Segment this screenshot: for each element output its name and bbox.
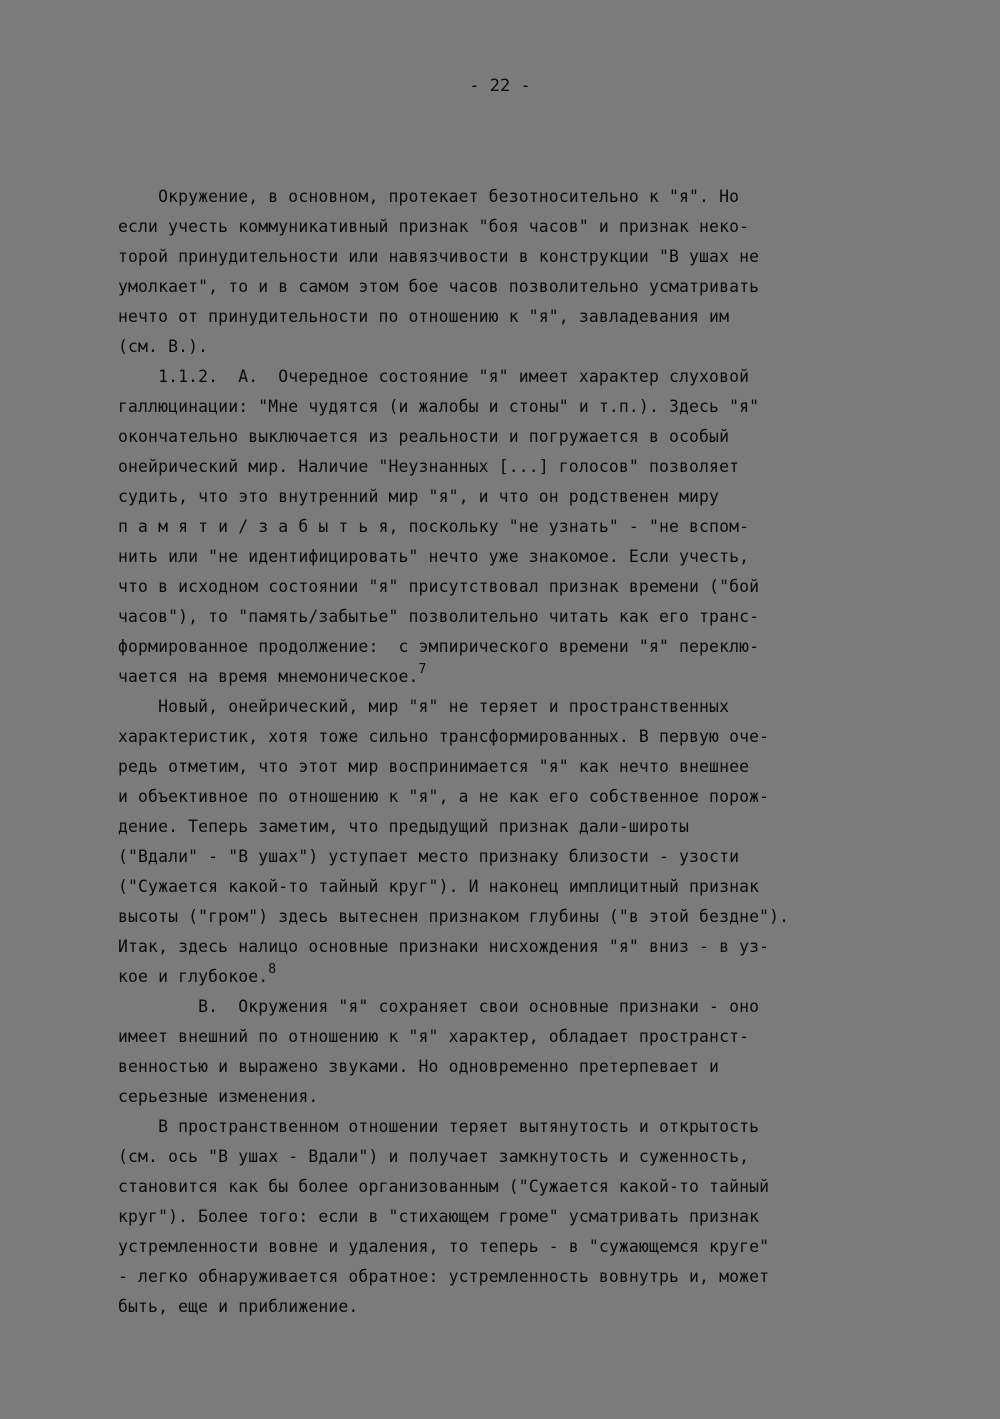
text-line: редь отметим, что этот мир воспринимается "я" как нечто внешнее	[118, 757, 750, 776]
text-line-with-footnote	[118, 662, 908, 692]
text-line: быть, еще и приближение.	[118, 1297, 359, 1316]
text-line: п а м я т и / з а б ы т ь я, поскольку "не узнать" - "не вспом-	[118, 517, 750, 536]
line-text: кое и глубокое.	[118, 967, 269, 986]
text-line: высоты ("гром") здесь вытеснен признаком глубины ("в этой бездне").	[118, 907, 790, 926]
text-line: дение. Теперь заметим, что предыдущий признак дали-широты	[118, 817, 690, 836]
text-line: характеристик, хотя тоже сильно трансформированных. В первую оче-	[118, 727, 770, 746]
text-line: Окружение, в основном, протекает безотносительно к "я". Но	[118, 187, 740, 206]
text-line: судить, что это внутренний мир "я", и что он родственен миру	[118, 487, 720, 506]
text-line: умолкает", то и в самом этом бое часов позволительно усматривать	[118, 277, 760, 296]
text-line: торой принудительности или навязчивости в конструкции "В ушах не	[118, 247, 760, 266]
text-line: формированное продолжение: с эмпирического времени "я" переклю-	[118, 637, 760, 656]
text-line: венностью и выражено звуками. Но одновременно претерпевает и	[118, 1057, 720, 1076]
text-line: серьезные изменения.	[118, 1087, 319, 1106]
text-line: нить или "не идентифицировать" нечто уже знакомое. Если учесть,	[118, 547, 750, 566]
section-heading-line: 1.1.2. А. Очередное состояние "я" имеет характер слуховой	[118, 367, 750, 386]
text-line: ("Сужается какой-то тайный круг"). И наконец имплицитный признак	[118, 877, 760, 896]
text-line: круг"). Более того: если в "стихающем громе" усматривать признак	[118, 1207, 760, 1226]
text-line: галлюцинации: "Мне чудятся (и жалобы и стоны" и т.п.). Здесь "я"	[118, 397, 760, 416]
line-text: чается на время мнемоническое.	[118, 667, 419, 686]
text-line: В пространственном отношении теряет вытянутость и открытость	[118, 1117, 760, 1136]
text-line: (см. В.).	[118, 337, 209, 356]
text-line: и объективное по отношению к "я", а не как его собственное порож-	[118, 787, 770, 806]
text-line: нечто от принудительности по отношению к "я", завладевания им	[118, 307, 730, 326]
text-line: Новый, онейрический, мир "я" не теряет и пространственных	[118, 697, 730, 716]
text-line: - легко обнаруживается обратное: устремленность вовнутрь и, может	[118, 1267, 770, 1286]
footnote-marker: 8	[268, 962, 277, 977]
text-line-with-footnote	[118, 962, 908, 992]
text-line: ("Вдали" - "В ушах") уступает место признаку близости - узости	[118, 847, 740, 866]
footnote-marker: 7	[418, 662, 427, 677]
text-line: имеет внешний по отношению к "я" характер, обладает пространст-	[118, 1027, 750, 1046]
text-line: что в исходном состоянии "я" присутствовал признак времени ("бой	[118, 577, 760, 596]
text-line: Итак, здесь налицо основные признаки нисхождения "я" вниз - в уз-	[118, 937, 770, 956]
text-line: онейрический мир. Наличие "Неузнанных [...] голосов" позволяет	[118, 457, 740, 476]
page-number: - 22 -	[469, 76, 531, 96]
text-line: (см. ось "В ушах - Вдали") и получает замкнутость и суженность,	[118, 1147, 750, 1166]
section-heading-line: В. Окружения "я" сохраняет свои основные признаки - оно	[118, 997, 760, 1016]
text-line: устремленности вовне и удаления, то теперь - в "сужающемся круге"	[118, 1237, 770, 1256]
text-line: окончательно выключается из реальности и погружается в особый	[118, 427, 730, 446]
text-line: часов"), то "память/забытье" позволительно читать как его транс-	[118, 607, 760, 626]
text-line: если учесть коммуникативный признак "боя часов" и признак неко-	[118, 217, 750, 236]
text-line: становится как бы более организованным ("Сужается какой-то тайный	[118, 1177, 770, 1196]
